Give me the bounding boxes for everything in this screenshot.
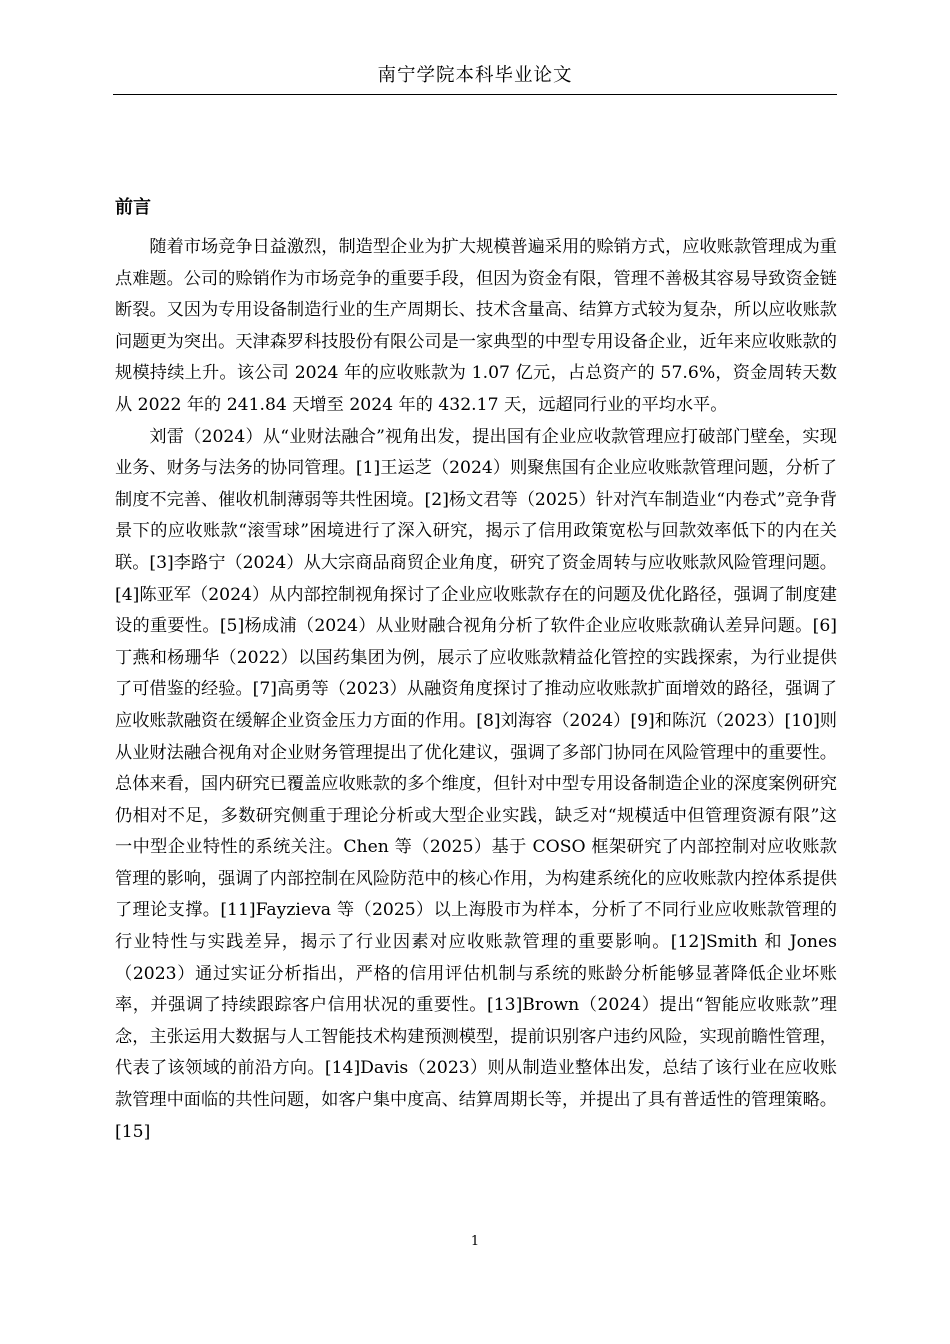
page-number: 1 [470, 1234, 480, 1249]
paragraph-2: 刘雷（2024）从“业财法融合”视角出发，提出国有企业应收款管理应打破部门壁垒，实现业务、财务与法务的协同管理。[1]王运芝（2024）则聚焦国有企业应收账款管理问题，分析了制度不完善、催收机制薄弱等共性困境。[2]杨文君等（2025）针对汽车制造业“内卷式”竞争背景下的应收账款“滚雪球”困境进行了深入研究，揭示了信用政策宽松与回款效率低下的内在关联。[3]李路宁（2024）从大宗商品商贸企业角度，研究了资金周转与应收账款风险管理问题。[4]陈亚军（2024）从内部控制视角探讨了企业应收账款存在的问题及优化路径，强调了制度建设的重要性。[5]杨成浦（2024）从业财融合视角分析了软件企业应收账款确认差异问题。[6]丁燕和杨珊华（2022）以国药集团为例，展示了应收账款精益化管控的实践探索，为行业提供了可借鉴的经验。[7]高勇等（2023）从融资角度探讨了推动应收账款扩面增效的路径，强调了应收账款融资在缓解企业资金压力方面的作用。[8]刘海容（2024）[9]和陈沉（2023）[10]则从业财法融合视角对企业财务管理提出了优化建议，强调了多部门协同在风险管理中的重要性。总体来看，国内研究已覆盖应收账款的多个维度，但针对中型专用设备制造企业的深度案例研究仍相对不足，多数研究侧重于理论分析或大型企业实践，缺乏对“规模适中但管理资源有限”这一中型企业特性的系统关注。Chen 等（2025）基于 COSO 框架研究了内部控制对应收账款管理的影响，强调了内部控制在风险防范中的核心作用，为构建系统化的应收账款内控体系提供了理论支撑。[11]Fayzieva 等（2025）以上海股市为样本，分析了不同行业应收账款管理的行业特性与实践差异，揭示了行业因素对应收账款管理的重要影响。[12]Smith 和 Jones（2023）通过实证分析指出，严格的信用评估机制与系统的账龄分析能够显著降低企业坏账率，并强调了持续跟踪客户信用状况的重要性。[13]Brown（2024）提出“智能应收账款”理念，主张运用大数据与人工智能技术构建预测模型，提前识别客户违约风险，实现前瞻性管理，代表了该领域的前沿方向。[14]Davis（2023）则从制造业整体出发，总结了该行业在应收账款管理中面临的共性问题，如客户集中度高、结算周期长等，并提出了具有普适性的管理策略。[15] [115, 426, 837, 1142]
body-text [115, 232, 837, 1148]
paragraph-1: 随着市场竞争日益激烈，制造型企业为扩大规模普遍采用的赊销方式，应收账款管理成为重点难题。公司的赊销作为市场竞争的重要手段，但因为资金有限，管理不善极其容易导致资金链断裂。又因为专用设备制造行业的生产周期长、技术含量高、结算方式较为复杂，所以应收账款问题更为突出。天津森罗科技股份有限公司是一家典型的中型专用设备企业，近年来应收账款的规模持续上升。该公司 2024 年的应收账款为 1.07 亿元，占总资产的 57.6%，资金周转天数从 2022 年的 241.84 天增至 2024 年的 432.17 天，远超同行业的平均水平。 [115, 237, 837, 415]
section-title: 前言 [115, 197, 151, 218]
header-divider [113, 94, 837, 95]
running-header: 南宁学院本科毕业论文 [377, 65, 573, 86]
